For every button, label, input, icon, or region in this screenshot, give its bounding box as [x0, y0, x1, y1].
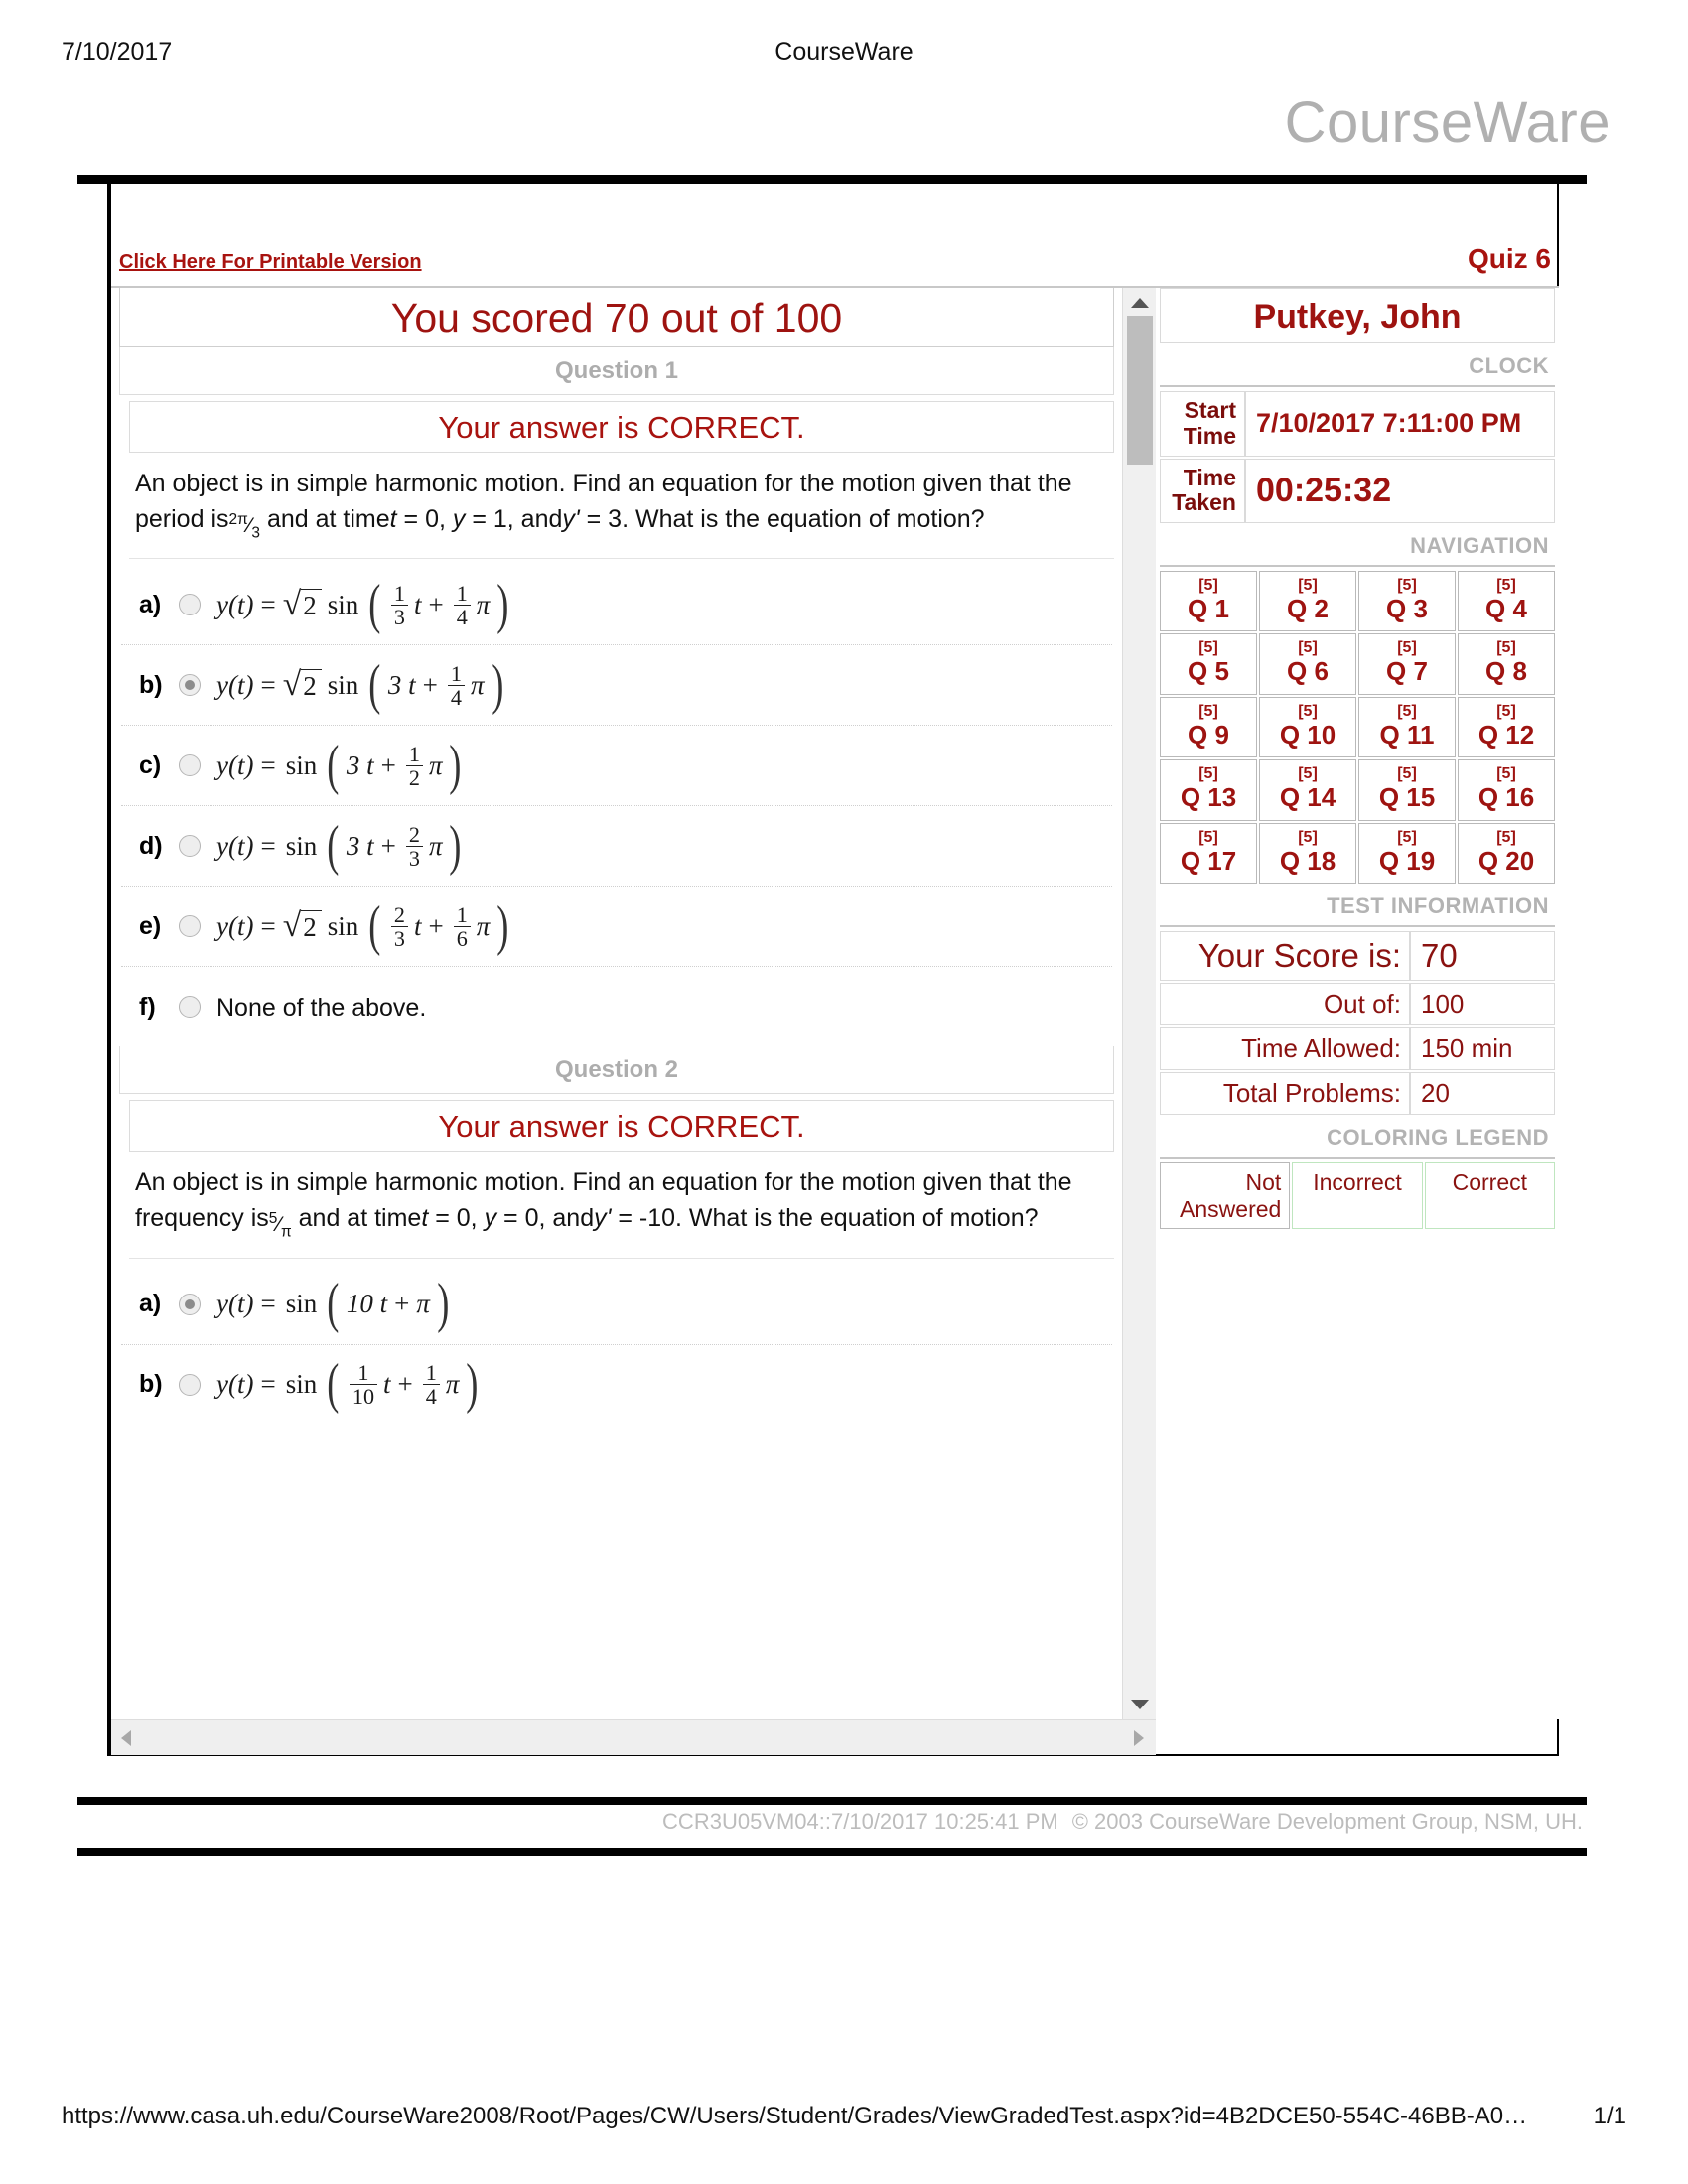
- quiz-title: Quiz 6: [1467, 243, 1551, 274]
- open-paren: (: [368, 894, 381, 957]
- nav-question-label: Q 1: [1188, 593, 1229, 623]
- nav-question-points: [5]: [1397, 828, 1417, 846]
- math-term: π: [428, 750, 443, 780]
- math-expression: [216, 894, 513, 957]
- math-operator: +: [428, 589, 444, 619]
- math-expression: [216, 573, 513, 635]
- fraction-numerator: 1: [393, 580, 405, 606]
- q2-eq1: = 0,: [435, 1203, 478, 1232]
- q2-frac-num: 5: [268, 1210, 278, 1228]
- nav-question-label: Q 3: [1386, 593, 1428, 623]
- nav-question-label: Q 18: [1279, 845, 1336, 876]
- math-term: π: [476, 910, 491, 941]
- q2-inline-fraction: $^5⁄_\pi$: [268, 1210, 292, 1241]
- math-expression: [216, 1353, 483, 1416]
- test-info-value: 150 min: [1410, 1027, 1555, 1070]
- nav-question-points: [5]: [1298, 765, 1318, 783]
- time-taken-label: Time Taken: [1160, 459, 1245, 524]
- frame-bottom-rule-1: [77, 1797, 1587, 1805]
- start-time-value: 7/10/2017 7:11:00 PM: [1245, 391, 1555, 457]
- q2-var-yprime: y': [594, 1203, 612, 1232]
- choice-radio-button[interactable]: [179, 754, 201, 776]
- q2-eq3: = -10. What is the equation of motion?: [618, 1203, 1039, 1232]
- nav-question-points: [5]: [1298, 828, 1318, 846]
- nav-question-label: Q 13: [1180, 782, 1237, 813]
- nav-question-label: Q 10: [1279, 719, 1336, 750]
- print-title: CourseWare: [774, 38, 914, 66]
- courseware-logo: CourseWare: [1284, 90, 1611, 155]
- math-term: π: [445, 1369, 460, 1400]
- fraction-denominator: 6: [454, 926, 471, 950]
- legend-none: Not Answered: [1160, 1162, 1290, 1229]
- square-root: [282, 665, 322, 703]
- test-info-value: 20: [1410, 1072, 1555, 1115]
- nav-question-points: [5]: [1397, 702, 1417, 720]
- math-term: t: [413, 910, 422, 941]
- q1-var-y: y: [452, 504, 466, 533]
- choice-label: a): [139, 590, 162, 618]
- choice-body: [216, 992, 426, 1023]
- radicand: 2: [301, 589, 322, 621]
- app-frame: [107, 184, 1559, 1756]
- nav-question-5[interactable]: [1160, 633, 1257, 694]
- fraction-numerator: 1: [456, 901, 468, 927]
- test-info-label: Out of:: [1160, 983, 1410, 1025]
- fraction-numerator: 1: [357, 1359, 369, 1385]
- test-info-label: Total Problems:: [1160, 1072, 1410, 1115]
- choice-label: a): [139, 1290, 162, 1318]
- footer-note: [77, 1809, 1587, 1835]
- open-paren: (: [368, 573, 381, 635]
- close-paren: ): [496, 573, 509, 635]
- nav-question-4[interactable]: [1458, 571, 1555, 631]
- open-paren: (: [327, 734, 340, 796]
- nav-question-label: Q 12: [1477, 719, 1535, 750]
- q2-var-t: t: [421, 1203, 429, 1232]
- nav-question-20[interactable]: [1458, 823, 1555, 884]
- fraction-numerator: 1: [456, 580, 468, 606]
- q1-frac-num: 2π: [228, 510, 248, 528]
- radicand: 2: [301, 669, 322, 702]
- scroll-right-arrow-icon[interactable]: [1132, 1729, 1146, 1752]
- nav-question-label: Q 15: [1378, 782, 1436, 813]
- nav-question-points: [5]: [1298, 702, 1318, 720]
- scroll-up-arrow-icon[interactable]: [1130, 296, 1150, 310]
- print-date: 7/10/2017: [62, 38, 173, 66]
- frame-top-rule: [77, 175, 1587, 184]
- nav-question-11[interactable]: [1358, 697, 1456, 757]
- fraction: [391, 903, 408, 950]
- math-equals: =: [260, 589, 276, 619]
- footer-build-stamp: CCR3U05VM04::7/10/2017 10:25:41 PM: [662, 1809, 1058, 1834]
- nav-question-points: [5]: [1397, 639, 1417, 657]
- radical-icon: √: [282, 665, 302, 703]
- nav-question-points: [5]: [1298, 577, 1318, 594]
- math-term: t: [413, 589, 422, 619]
- math-lhs: y(t): [216, 910, 254, 941]
- math-function: sin: [285, 1369, 318, 1400]
- nav-question-points: [5]: [1198, 639, 1218, 657]
- math-lhs: y(t): [216, 589, 254, 619]
- math-term: π: [476, 589, 491, 619]
- math-expression: [216, 814, 466, 877]
- fraction: [391, 582, 408, 628]
- fraction-denominator: 4: [454, 605, 471, 628]
- print-url: https://www.casa.uh.edu/CourseWare2008/Root/Pages/CW/Users/Student/Grades/ViewGradedTest.aspx?id=4B2DCE50-554C-46BB-A0…: [62, 2103, 1528, 2129]
- nav-question-label: Q 14: [1279, 782, 1336, 813]
- nav-question-17[interactable]: [1160, 823, 1257, 884]
- q1-inline-fraction: $^{2\pi}⁄_3$: [228, 510, 260, 542]
- math-function: sin: [285, 1289, 318, 1319]
- nav-question-label: Q 8: [1485, 656, 1527, 687]
- square-root: [282, 906, 322, 944]
- time-taken-value: 00:25:32: [1245, 459, 1555, 524]
- frame-topbar: [111, 184, 1559, 286]
- math-equals: =: [260, 1369, 276, 1400]
- math-operator: +: [397, 1369, 413, 1400]
- fraction-numerator: 2: [408, 821, 420, 847]
- math-operator: +: [394, 1289, 410, 1319]
- question-navigation-grid: [1160, 571, 1555, 884]
- radical-icon: √: [282, 585, 302, 622]
- nav-question-label: Q 6: [1287, 656, 1329, 687]
- open-paren: (: [327, 1353, 340, 1416]
- math-equals: =: [260, 669, 276, 700]
- test-info-label: Your Score is:: [1160, 931, 1410, 981]
- nav-question-label: Q 2: [1287, 593, 1329, 623]
- question-1-text: [129, 467, 1114, 559]
- fraction: [423, 1361, 440, 1408]
- math-equals: =: [260, 750, 276, 780]
- test-information-section-title: TEST INFORMATION: [1160, 886, 1555, 927]
- radical-icon: √: [282, 906, 302, 944]
- math-expression: [216, 653, 507, 716]
- math-equals: =: [260, 1289, 276, 1319]
- coloring-legend-section-title: COLORING LEGEND: [1160, 1117, 1555, 1159]
- math-function: sin: [327, 589, 359, 619]
- q1-eq3: = 3. What is the equation of motion?: [586, 504, 985, 533]
- math-function: sin: [327, 669, 359, 700]
- test-information-rows: [1158, 931, 1557, 1115]
- fraction-numerator: 1: [425, 1359, 437, 1385]
- print-header: [0, 38, 1688, 73]
- fraction-denominator: 4: [448, 685, 465, 709]
- choice-option-e[interactable]: [111, 887, 1112, 966]
- choice-option-d[interactable]: [111, 806, 1112, 886]
- start-time-row: [1160, 391, 1555, 457]
- nav-question-10[interactable]: [1259, 697, 1356, 757]
- student-name: Putkey, John: [1160, 288, 1555, 343]
- math-term: π: [470, 669, 485, 700]
- q2-frac-den: π: [281, 1223, 292, 1241]
- question-2-text: [129, 1165, 1114, 1258]
- fraction: [350, 1361, 377, 1408]
- choice-label: d): [139, 831, 163, 860]
- choice-label: f): [139, 992, 156, 1021]
- test-info-row-2: [1160, 1027, 1555, 1070]
- coloring-legend: [1160, 1162, 1555, 1229]
- nav-question-16[interactable]: [1458, 759, 1555, 820]
- test-info-value: 100: [1410, 983, 1555, 1025]
- nav-question-points: [5]: [1198, 765, 1218, 783]
- math-lhs: y(t): [216, 1369, 254, 1400]
- choice-radio-button[interactable]: [179, 1294, 201, 1315]
- close-paren: ): [466, 1353, 479, 1416]
- test-info-row-0: [1160, 931, 1555, 981]
- fraction-denominator: 4: [423, 1384, 440, 1408]
- question-2-header: Question 2: [119, 1046, 1114, 1094]
- radicand: 2: [301, 910, 322, 943]
- math-lhs: y(t): [216, 830, 254, 861]
- test-info-label: Time Allowed:: [1160, 1027, 1410, 1070]
- q1-eq1: = 0,: [403, 504, 446, 533]
- fraction: [406, 743, 423, 789]
- print-page-number: 1/1: [1593, 2103, 1626, 2129]
- choice-radio-button[interactable]: [179, 835, 201, 857]
- math-term: π: [416, 1289, 430, 1319]
- math-equals: =: [260, 830, 276, 861]
- nav-question-19[interactable]: [1358, 823, 1456, 884]
- fraction-denominator: 3: [406, 846, 423, 870]
- test-content-pane: [111, 288, 1122, 1719]
- choice-label: b): [139, 670, 163, 699]
- nav-question-label: Q 17: [1180, 845, 1237, 876]
- horizontal-scrollbar[interactable]: [111, 1719, 1156, 1755]
- nav-question-18[interactable]: [1259, 823, 1356, 884]
- choice-label: b): [139, 1370, 163, 1399]
- fraction: [406, 823, 423, 870]
- close-paren: ): [449, 814, 462, 877]
- nav-question-6[interactable]: [1259, 633, 1356, 694]
- math-term: 3 t: [346, 750, 374, 780]
- legend-correct: Correct: [1425, 1162, 1555, 1229]
- math-term: 10 t: [346, 1289, 388, 1319]
- nav-question-label: Q 9: [1188, 719, 1229, 750]
- fraction-numerator: 2: [393, 901, 405, 927]
- choice-label: c): [139, 751, 162, 779]
- nav-question-points: [5]: [1496, 765, 1516, 783]
- navigation-section-title: NAVIGATION: [1160, 525, 1555, 567]
- question-1-header: Question 1: [119, 347, 1114, 395]
- nav-question-label: Q 11: [1379, 719, 1435, 750]
- main-region: [111, 286, 1559, 1753]
- fraction: [454, 903, 471, 950]
- fraction-denominator: 3: [391, 605, 408, 628]
- choice-radio-button[interactable]: [179, 996, 201, 1018]
- clock-section-title: CLOCK: [1160, 345, 1555, 387]
- q1-eq2: = 1, and: [472, 504, 563, 533]
- question-2-verdict: Your answer is CORRECT.: [129, 1100, 1114, 1152]
- math-operator: +: [428, 910, 444, 941]
- math-function: sin: [285, 750, 318, 780]
- test-info-row-3: [1160, 1072, 1555, 1115]
- choice-option-f[interactable]: [111, 967, 1112, 1046]
- choice-body: [216, 734, 466, 796]
- footer-copyright: © 2003 CourseWare Development Group, NSM, UH.: [1071, 1809, 1583, 1834]
- nav-question-points: [5]: [1496, 577, 1516, 594]
- nav-question-points: [5]: [1397, 765, 1417, 783]
- choice-radio-button[interactable]: [179, 1374, 201, 1396]
- q1-text-part2: and at time: [266, 504, 390, 533]
- scroll-down-arrow-icon[interactable]: [1130, 1698, 1150, 1711]
- choice-radio-button[interactable]: [179, 674, 201, 696]
- scroll-left-arrow-icon[interactable]: [119, 1729, 133, 1752]
- choice-body: [216, 653, 507, 716]
- q1-text-part1: An object is in simple harmonic motion. Find an equation for the motion given that the period is: [135, 470, 1072, 533]
- nav-question-13[interactable]: [1160, 759, 1257, 820]
- info-sidebar: [1156, 288, 1559, 1719]
- question-1-choices: [111, 565, 1122, 1046]
- math-function: sin: [327, 910, 359, 941]
- question-1-verdict: Your answer is CORRECT.: [129, 401, 1114, 453]
- open-paren: (: [327, 1273, 340, 1335]
- math-term: 3 t: [346, 830, 374, 861]
- legend-incorrect: Incorrect: [1292, 1162, 1422, 1229]
- nav-question-points: [5]: [1198, 828, 1218, 846]
- question-2-choices: [111, 1265, 1122, 1425]
- choice-body: [216, 573, 513, 635]
- test-info-value: 70: [1410, 931, 1555, 981]
- vertical-scrollbar[interactable]: [1122, 288, 1156, 1719]
- nav-question-7[interactable]: [1358, 633, 1456, 694]
- choice-option-a[interactable]: [111, 565, 1112, 644]
- math-expression: [216, 1273, 454, 1335]
- q2-var-y: y: [484, 1203, 497, 1232]
- fraction-numerator: 1: [450, 660, 462, 686]
- vertical-scrollbar-thumb[interactable]: [1127, 316, 1153, 465]
- nav-question-1[interactable]: [1160, 571, 1257, 631]
- nav-question-label: Q 19: [1378, 845, 1436, 876]
- nav-question-8[interactable]: [1458, 633, 1555, 694]
- math-function: sin: [285, 830, 318, 861]
- fraction: [454, 582, 471, 628]
- fraction-denominator: 2: [406, 765, 423, 789]
- printable-version-link[interactable]: Click Here For Printable Version: [119, 251, 422, 273]
- nav-question-points: [5]: [1298, 639, 1318, 657]
- q1-var-t: t: [389, 504, 397, 533]
- close-paren: ): [437, 1273, 450, 1335]
- q2-text-part1: An object is in simple harmonic motion. Find an equation for the motion given that the frequency is: [135, 1168, 1072, 1232]
- fraction-denominator: 3: [391, 926, 408, 950]
- math-term: t: [383, 1369, 391, 1400]
- fraction-numerator: 1: [408, 741, 420, 766]
- close-paren: ): [449, 734, 462, 796]
- nav-question-15[interactable]: [1358, 759, 1456, 820]
- nav-question-points: [5]: [1397, 577, 1417, 594]
- choice-option-a[interactable]: [111, 1265, 1112, 1344]
- fraction-denominator: 10: [350, 1384, 377, 1408]
- choice-body: [216, 1353, 483, 1416]
- square-root: [282, 585, 322, 622]
- choice-radio-button[interactable]: [179, 915, 201, 937]
- close-paren: ): [496, 894, 509, 957]
- math-expression: [216, 734, 466, 796]
- nav-question-points: [5]: [1496, 639, 1516, 657]
- nav-question-points: [5]: [1496, 828, 1516, 846]
- choice-body: [216, 1273, 454, 1335]
- math-lhs: y(t): [216, 750, 254, 780]
- nav-question-label: Q 16: [1477, 782, 1535, 813]
- nav-question-2[interactable]: [1259, 571, 1356, 631]
- choice-option-b[interactable]: [111, 645, 1112, 725]
- test-info-row-1: [1160, 983, 1555, 1025]
- math-term: π: [428, 830, 443, 861]
- choice-radio-button[interactable]: [179, 594, 201, 615]
- choice-label: e): [139, 911, 162, 940]
- math-equals: =: [260, 910, 276, 941]
- fraction: [448, 662, 465, 709]
- start-time-label: Start Time: [1160, 391, 1245, 457]
- choice-body: [216, 814, 466, 877]
- nav-question-label: Q 4: [1485, 593, 1527, 623]
- q2-text-part2: and at time: [298, 1203, 422, 1232]
- nav-question-3[interactable]: [1358, 571, 1456, 631]
- choice-option-c[interactable]: [111, 726, 1112, 805]
- math-lhs: y(t): [216, 669, 254, 700]
- nav-question-points: [5]: [1198, 577, 1218, 594]
- choice-text: None of the above.: [216, 993, 427, 1022]
- math-operator: +: [380, 750, 396, 780]
- math-term: 3 t: [387, 669, 416, 700]
- choice-body: [216, 894, 513, 957]
- score-banner: You scored 70 out of 100: [119, 288, 1114, 347]
- nav-question-label: Q 5: [1188, 656, 1229, 687]
- choice-option-b[interactable]: [111, 1345, 1112, 1425]
- nav-question-12[interactable]: [1458, 697, 1555, 757]
- open-paren: (: [327, 814, 340, 877]
- nav-question-points: [5]: [1198, 702, 1218, 720]
- nav-question-9[interactable]: [1160, 697, 1257, 757]
- q1-frac-den: 3: [251, 524, 260, 542]
- time-taken-row: [1160, 459, 1555, 524]
- q1-var-yprime: y': [562, 504, 580, 533]
- q2-eq2: = 0, and: [503, 1203, 595, 1232]
- open-paren: (: [368, 653, 381, 716]
- nav-question-14[interactable]: [1259, 759, 1356, 820]
- nav-question-label: Q 20: [1477, 845, 1535, 876]
- close-paren: ): [491, 653, 503, 716]
- math-operator: +: [380, 830, 396, 861]
- math-lhs: y(t): [216, 1289, 254, 1319]
- frame-bottom-rule-2: [77, 1848, 1587, 1856]
- math-operator: +: [422, 669, 438, 700]
- nav-question-points: [5]: [1496, 702, 1516, 720]
- nav-question-label: Q 7: [1386, 656, 1428, 687]
